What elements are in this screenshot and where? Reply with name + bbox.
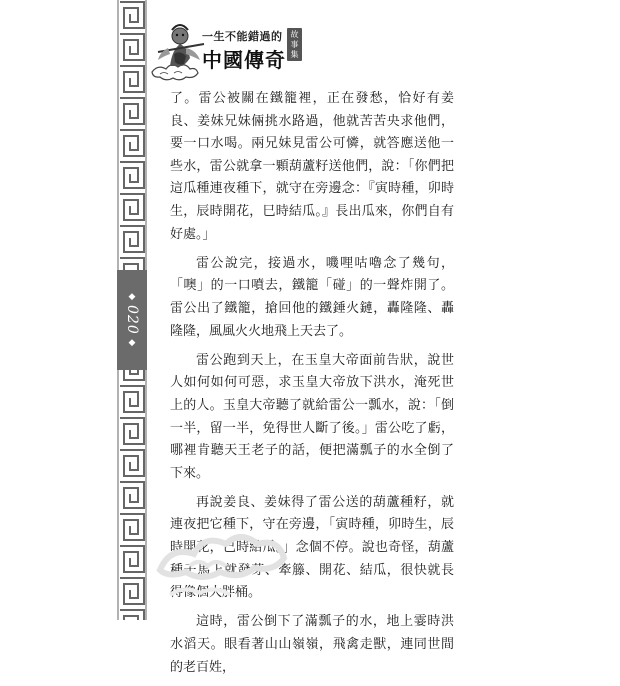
badge-char: 故 — [290, 29, 299, 39]
diamond-icon: ◆ — [128, 337, 136, 348]
badge-char: 事 — [290, 39, 299, 49]
cloud-watermark-icon — [150, 500, 310, 610]
monkey-king-illustration-icon — [150, 8, 210, 86]
paragraph: 雷公說完，接過水，嘰哩咕嚕念了幾句，「噢」的一口噴去，鐵籠「碰」的一聲炸開了。雷公出了鐵籠，搶回他的鐵錘火鏈，轟隆隆、轟隆隆，風風火火地飛上天去了。 — [170, 255, 454, 339]
paragraph: 雷公跑到天上，在玉皇大帝面前告狀，說世人如何如何可惡，求玉皇大帝放下洪水，淹死世上的人。玉皇大帝聽了就給雷公一瓢水，說：「倒一半，留一半，免得世人斷了後。」雷公吃了虧，哪裡肯聽天王老子的話，便把滿瓢子的水全倒了下來。 — [170, 352, 454, 481]
book-title: 中國傳奇 — [202, 48, 286, 72]
series-title: 一生不能錯過的 — [202, 30, 283, 43]
badge-char: 集 — [290, 49, 299, 59]
page-header — [150, 8, 430, 86]
paragraph: 再說姜良、姜妹得了雷公送的葫蘆種籽，就連夜把它種下，守在旁邊，「寅時種，卯時生，辰時開花，巳時結瓜。」念個不停。說也奇怪，葫蘆種子馬上就發芽、牽籐、開花、結瓜，很快就長得像個大胖桶。 — [170, 494, 454, 601]
paragraph: 了。雷公被關在鐵籠裡，正在發愁，恰好有姜良、姜妹兄妹倆挑水路過，他就苦苦央求他們，要一口水喝。兩兄妹見雷公可憐，就答應送他一些水，雷公就拿一顆葫蘆籽送他們，說：「你們把這瓜種連夜種下，就守在旁邊念：『寅時種，卯時生，辰時開花，巳時結瓜。』長出瓜來，你們自有好處。」 — [170, 91, 454, 242]
diamond-icon: ◆ — [128, 292, 136, 303]
page-number-tab — [117, 270, 147, 370]
page-number: 020 — [124, 305, 140, 335]
story-collection-badge — [287, 28, 302, 61]
paragraph: 這時，雷公倒下了滿瓢子的水，地上霎時洪水滔天。眼看著山山嶺嶺，飛禽走獸，連同世間的老百姓， — [170, 614, 454, 675]
